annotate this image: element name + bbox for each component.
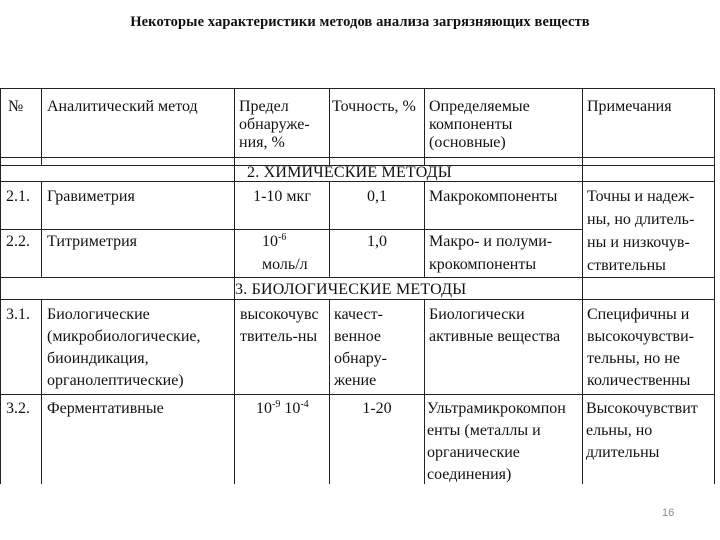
notes-chemical-line-1: Точны и надеж- xyxy=(587,188,695,205)
notes-chemical-line-2: ны, но длитель- xyxy=(587,211,695,228)
row-3-1-accuracy-line-1: качест- xyxy=(334,306,383,323)
row-3-1-method-line-3: биоиндикация, xyxy=(47,350,149,367)
header-components-line-1: Определяемые xyxy=(429,98,530,115)
row-3-2-num: 3.2. xyxy=(6,400,30,417)
methods-table xyxy=(0,88,720,484)
row-2-2-components-line-1: Макро- и полуми- xyxy=(429,233,553,250)
row-3-2-notes-line-1: Высокочувствит xyxy=(586,400,698,417)
col-divider-limit-bio xyxy=(329,299,330,484)
row-3-2-notes-line-3: длительны xyxy=(586,444,660,461)
row-3-1-method-line-1: Биологические xyxy=(47,306,150,323)
row-3-1-notes-line-3: тельны, но не xyxy=(587,350,680,367)
row-3-1-notes-line-2: высокочувстви- xyxy=(587,328,694,345)
header-components-line-3: (основные) xyxy=(429,134,506,151)
row-3-1-notes-line-4: количественны xyxy=(587,372,691,389)
row-3-2-limit-base-2: 10 xyxy=(284,400,301,417)
section-biological-heading: 3. БИОЛОГИЧЕСКИЕ МЕТОДЫ xyxy=(235,281,467,298)
row-3-2-components-line-2: енты (металлы и xyxy=(427,422,541,439)
table-border-right xyxy=(714,88,715,484)
col-divider-accuracy-bio xyxy=(424,299,425,484)
row-3-2-limit-exponent-1: -9 xyxy=(272,399,281,410)
col-divider-components xyxy=(582,88,583,484)
row-3-1-components-line-1: Биологически xyxy=(429,306,525,323)
row-3-1-notes-line-1: Специфичны и xyxy=(587,306,690,323)
row-3-1-accuracy-line-2: венное xyxy=(334,328,381,345)
row-3-2-limit xyxy=(256,400,309,418)
row-2-2-limit-value xyxy=(262,233,286,251)
row-3-2-components-line-4: соединения) xyxy=(427,466,512,483)
row-2-2-limit-unit: моль/л xyxy=(262,256,308,273)
row-3-1-limit-line-2: твитель-ны xyxy=(240,328,318,345)
row-2-1-limit: 1-10 мкг xyxy=(253,188,311,205)
section-biological-bottom-rule xyxy=(0,299,715,300)
row-2-1-method: Гравиметрия xyxy=(47,188,135,205)
row-3-2-limit-exponent-2: -4 xyxy=(300,399,309,410)
row-2-2-limit-base: 10 xyxy=(262,233,278,250)
header-method: Аналитический метод xyxy=(47,98,198,115)
row-3-2-notes-line-2: ельны, но xyxy=(586,422,653,439)
row-2-2-method: Титриметрия xyxy=(47,233,138,250)
col-divider-accuracy-top xyxy=(424,88,425,165)
header-num: № xyxy=(8,98,24,115)
row-2-2-accuracy: 1,0 xyxy=(367,233,387,250)
row-3-2-components-line-1: Ультрамикрокомпон xyxy=(427,400,566,417)
row-3-1-num: 3.1. xyxy=(6,306,30,323)
table-border-left xyxy=(0,88,1,484)
row-2-1-num: 2.1. xyxy=(6,188,30,205)
page-number: 16 xyxy=(662,507,675,519)
row-2-1-accuracy: 0,1 xyxy=(367,188,387,205)
header-rule xyxy=(0,157,715,158)
section-biological-top-rule xyxy=(0,277,715,278)
col-divider-num-bio xyxy=(41,299,42,484)
row-2-2-limit-exponent: -6 xyxy=(278,232,287,243)
row-3-1-accuracy-line-4: жение xyxy=(334,372,377,389)
slide-title: Некоторые характеристики методов анализа загрязняющих веществ xyxy=(130,14,590,30)
notes-chemical-line-4: ствительны xyxy=(587,257,666,274)
header-limit-line-1: Предел xyxy=(239,98,289,115)
row-3-2-components-line-3: органические xyxy=(427,444,520,461)
row-3-1-bottom-rule xyxy=(0,394,715,395)
row-2-1-components: Макрокомпоненты xyxy=(429,188,558,205)
header-components-line-2: компоненты xyxy=(429,116,513,133)
row-3-2-limit-base-1: 10 xyxy=(256,400,272,417)
row-3-1-method-line-2: (микробиологические, xyxy=(47,328,201,345)
row-3-1-limit-line-1: высокочувс xyxy=(240,306,319,323)
header-notes: Примечания xyxy=(587,98,672,115)
col-divider-num-top xyxy=(41,88,42,165)
row-2-2-num: 2.2. xyxy=(6,233,30,250)
row-2-2-components-line-2: крокомпоненты xyxy=(429,256,537,273)
row-2-1-bottom-rule xyxy=(0,229,582,230)
header-limit-line-2: обнаруже- xyxy=(239,116,310,133)
section-chemical-heading: 2. ХИМИЧЕСКИЕ МЕТОДЫ xyxy=(247,164,452,181)
row-3-1-components-line-2: активные вещества xyxy=(429,328,561,345)
row-3-1-method-line-4: органолептические) xyxy=(47,372,184,389)
row-3-2-accuracy: 1-20 xyxy=(362,400,392,417)
notes-chemical-line-3: ны и низкочув- xyxy=(587,234,690,251)
row-3-2-method: Ферментативные xyxy=(47,400,164,417)
col-divider-limit-top xyxy=(329,88,330,165)
header-accuracy: Точность, % xyxy=(332,98,416,115)
header-limit-line-3: ния, % xyxy=(239,134,285,151)
table-border-top xyxy=(0,88,715,89)
row-3-1-accuracy-line-3: обнару- xyxy=(334,350,387,367)
